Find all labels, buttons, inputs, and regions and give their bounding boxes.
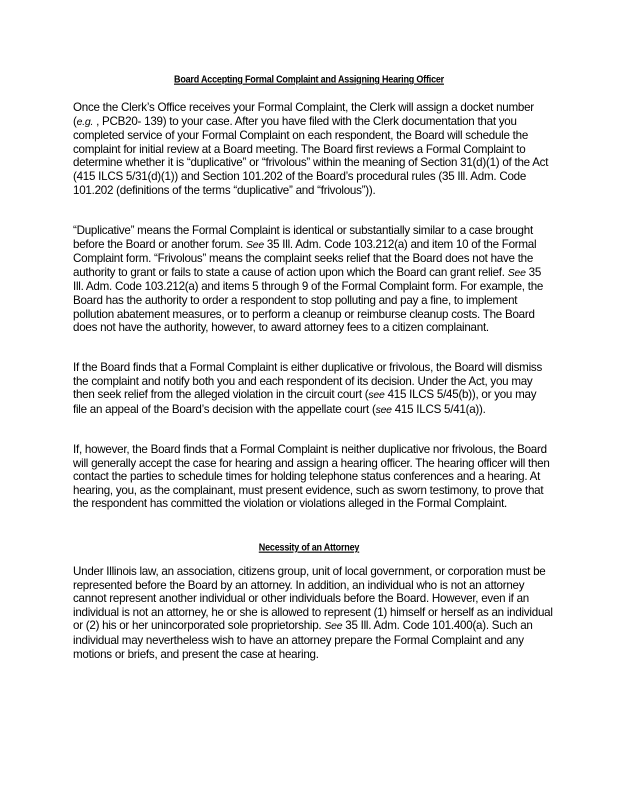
- paragraph-text: 35 Ill. Adm. Code 103.212(a) and item 10 of the Formal Complaint form. “Frivolous” means the complaint seeks relief that the Board does not have the authority to grant or fails to state a cause of action upon which the Board can grant relief.: [73, 237, 537, 279]
- section-heading-necessity-of-attorney: [0, 541, 618, 553]
- paragraph-text: If the Board finds that a Formal Complaint is either duplicative or frivolous, the Board will dismiss the complaint and notify both you and each respondent of its decision. Under the Act, you may then seek relief from the alleged violation in the circuit court (: [73, 361, 542, 402]
- section-heading-text: Board Accepting Formal Complaint and Assigning Hearing Officer: [174, 73, 444, 85]
- paragraph-text: 35 Ill. Adm. Code 101.400(a). Such an individual may nevertheless wish to have an attorney prepare the Formal Complaint and any motions or briefs, and present the case at hearing.: [73, 619, 533, 661]
- paragraph-hearing: If, however, the Board finds that a Formal Complaint is neither duplicative nor frivolous, the Board will generally accept the case for hearing and assign a hearing officer. The hearing officer will then contact the parties to schedule times for holding telephone status conferences and a hearing. At hearing, you, as the complainant, must present evidence, such as sworn testimony, to prove that the respondent has committed the violation or violations alleged in the Formal Complaint.: [73, 443, 550, 511]
- citation-signal: See: [246, 238, 264, 251]
- citation-signal: e.g.: [76, 115, 94, 128]
- paragraph-text: 35 Ill. Adm. Code 103.212(a) and items 5 through 9 of the Formal Complaint form. For example, the Board has the authority to order a respondent to stop polluting and pay a fine, to implement pollution abatement measures, or to perform a cleanup or reimburse cleanup costs. The Board does not have the authority, however, to award attorney fees to a citizen complainant.: [73, 265, 544, 335]
- paragraph-dismissal: [73, 361, 553, 417]
- paragraph-docket-and-review: [73, 101, 553, 197]
- paragraph-text: “Duplicative” means the Formal Complaint is identical or substantially similar to a case brought before the Board or another forum.: [73, 224, 533, 251]
- citation-signal: See: [324, 620, 343, 633]
- paragraph-text: Once the Clerk’s Office receives your Formal Complaint, the Clerk will assign a docket number (: [73, 101, 534, 128]
- paragraph-text: Under Illinois law, an association, citizens group, unit of local government, or corporation must be represented before the Board by an attorney. In addition, an individual who is not an attorney cannot represent another individual or other individuals before the Board. However, even if an individual is not an attorney, he or she is allowed to represent (1) himself or herself as an individual or (2) his or her unincorporated sole proprietorship.: [73, 565, 553, 633]
- section-heading-board-accepting: [0, 73, 618, 85]
- citation-signal: see: [375, 403, 392, 416]
- citation-signal: See: [507, 266, 526, 279]
- paragraph-text: 415 ILCS 5/41(a)).: [391, 402, 486, 416]
- paragraph-duplicative-frivolous-definitions: [73, 224, 553, 335]
- paragraph-text: 415 ILCS 5/45(b)), or you may file an appeal of the Board’s decision with the appellate court (: [73, 388, 537, 416]
- citation-signal: see: [368, 389, 385, 402]
- paragraph-attorney-requirement: [73, 565, 553, 661]
- paragraph-text: , PCB20- 139) to your case. After you have filed with the Clerk documentation that you completed service of your Formal Complaint on each respondent, the Board will schedule the complaint for initial review at a Board meeting. The Board first reviews a Formal Complaint to determine whether it is “duplicative” or “frivolous” within the meaning of Section 31(d)(1) of the Act (415 ILCS 5/31(d)(1)) and Section 101.202 of the Board’s procedural rules (35 Ill. Adm. Code 101.202 (definitions of the terms “duplicative” and “frivolous”)).: [73, 114, 549, 197]
- section-heading-text: Necessity of an Attorney: [258, 541, 360, 553]
